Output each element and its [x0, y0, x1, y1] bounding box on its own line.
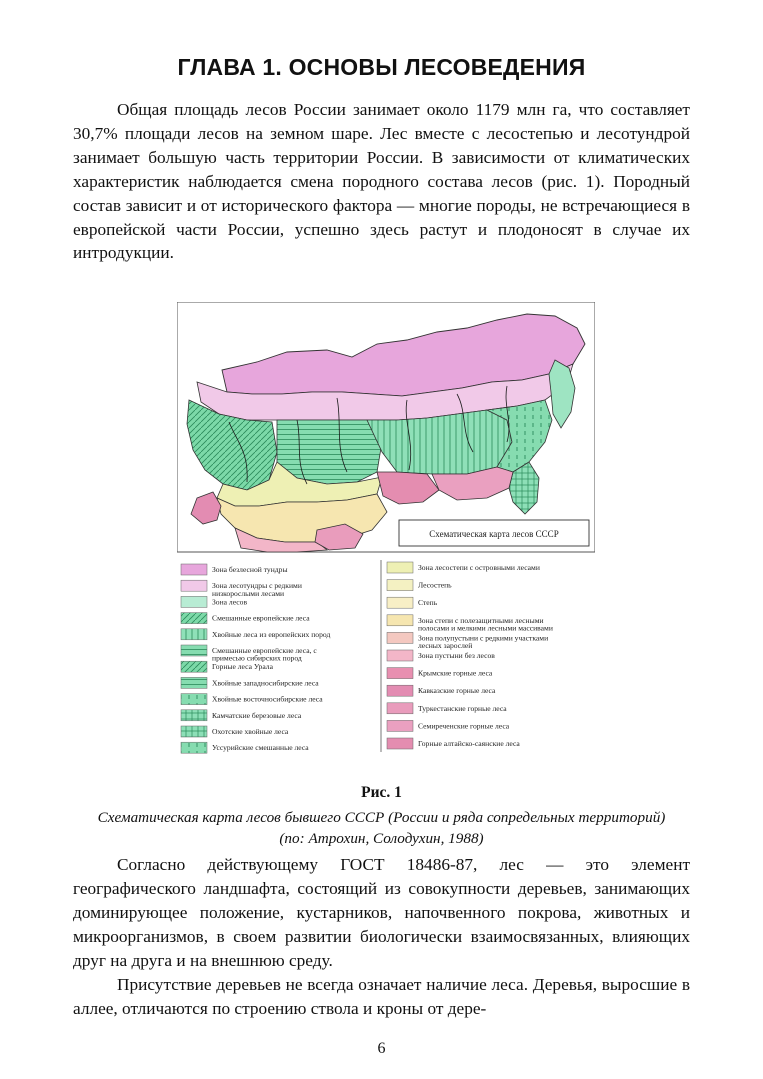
- chapter-title: ГЛАВА 1. ОСНОВЫ ЛЕСОВЕДЕНИЯ: [177, 54, 586, 80]
- legend-right: [387, 562, 553, 749]
- legend-swatch: [387, 668, 413, 679]
- legend-label: Зона полупустыни с редкими участками лесных зарослей: [418, 633, 549, 650]
- page-number: 6: [377, 1040, 386, 1057]
- legend-swatch: [181, 596, 207, 607]
- legend-label: Зона безлесной тундры: [212, 565, 288, 574]
- map-inset-title: Схематическая карта лесов СССР: [429, 529, 559, 539]
- legend-label: Хвойные восточносибирские леса: [212, 694, 323, 704]
- legend-label: Охотские хвойные леса: [212, 727, 289, 736]
- legend-swatch: [387, 580, 413, 591]
- paragraph-trees: Присутствие деревьев не всегда означает наличие леса. Деревья, выросшие в аллее, отличаются по строению ствола и кроны от дере-: [73, 975, 690, 1018]
- legend-label: Смешанные европейские леса, с примесью сибирских пород: [212, 646, 317, 663]
- legend-swatch: [181, 580, 207, 591]
- legend-label: Уссурийские смешанные леса: [212, 743, 309, 753]
- legend-label: Крымские горные леса: [418, 668, 493, 678]
- legend-label: Лесостепь: [418, 580, 452, 590]
- legend-label: Степь: [418, 598, 438, 608]
- legend-label: Зона лесов: [212, 597, 248, 607]
- legend-label: Хвойные западносибирские леса: [212, 678, 319, 688]
- legend-label: Хвойные леса из европейских пород: [212, 629, 331, 639]
- legend-swatch: [181, 726, 207, 737]
- figure-caption: Схематическая карта лесов бывшего СССР (России и ряда сопредельных территорий) (по: Атрохин, Солодухин, 1988): [97, 809, 666, 847]
- legend-swatch: [387, 562, 413, 573]
- legend-swatch: [181, 710, 207, 721]
- legend-swatch: [181, 661, 207, 672]
- legend-swatch: [181, 742, 207, 753]
- legend-swatch: [387, 597, 413, 608]
- legend-swatch: [181, 694, 207, 705]
- legend-swatch: [181, 677, 207, 688]
- legend-label: Зона степи с полезащитными лесными полосами и мелкими лесными массивами: [418, 615, 553, 633]
- legend-swatch: [387, 615, 413, 626]
- legend-label: Зона лесостепи с островными лесами: [418, 563, 540, 572]
- legend-label: Кавказские горные леса: [418, 686, 496, 696]
- figure-label: Рис. 1: [361, 784, 402, 801]
- legend-label: Туркестанские горные леса: [418, 703, 507, 713]
- legend-swatch: [387, 720, 413, 731]
- legend-label: Горные леса Урала: [212, 662, 273, 672]
- paragraph-intro: Общая площадь лесов России занимает около 1179 млн га, что составляет 30,7% площади лесов на земном шаре. Лес вместе с лесостепью и лесотундрой занимает большую часть территории России. В зависимости от климатических характеристик наблюдается смена породного состава лесов (рис. 1). Породный состав зависит и от исторического фактора — многие породы, не встречающиеся в европейской части России, успешно здесь растут и плодоносят в случае их интродукции.: [73, 100, 690, 263]
- forest-map-figure: [177, 302, 595, 769]
- legend-swatch: [181, 613, 207, 624]
- legend-swatch: [181, 564, 207, 575]
- legend-swatch: [387, 703, 413, 714]
- legend-swatch: [181, 629, 207, 640]
- legend-swatch: [387, 738, 413, 749]
- legend-left: [181, 564, 330, 753]
- legend-label: Зона пустыни без лесов: [418, 651, 495, 660]
- legend-label: Смешанные европейские леса: [212, 613, 310, 623]
- legend-label: Камчатские березовые леса: [212, 710, 302, 720]
- legend-label: Семиреченские горные леса: [418, 721, 510, 731]
- paragraph-definition: Согласно действующему ГОСТ 18486-87, лес — это элемент географического ландшафта, состоящий из совокупности деревьев, занимающих доминирующее положение, кустарников, напочвенного покрова, животных и микроорганизмов, в своем развитии биологически взаимосвязанных, влияющих друг на друга и на внешнюю среду.: [73, 855, 690, 970]
- legend-swatch: [181, 645, 207, 656]
- legend-swatch: [387, 685, 413, 696]
- legend-swatch: [387, 650, 413, 661]
- legend-label: Горные алтайско-саянские леса: [418, 739, 520, 748]
- legend-swatch: [387, 632, 413, 643]
- legend-label: Зона лесотундры с редкими низкорослыми лесами: [212, 581, 302, 598]
